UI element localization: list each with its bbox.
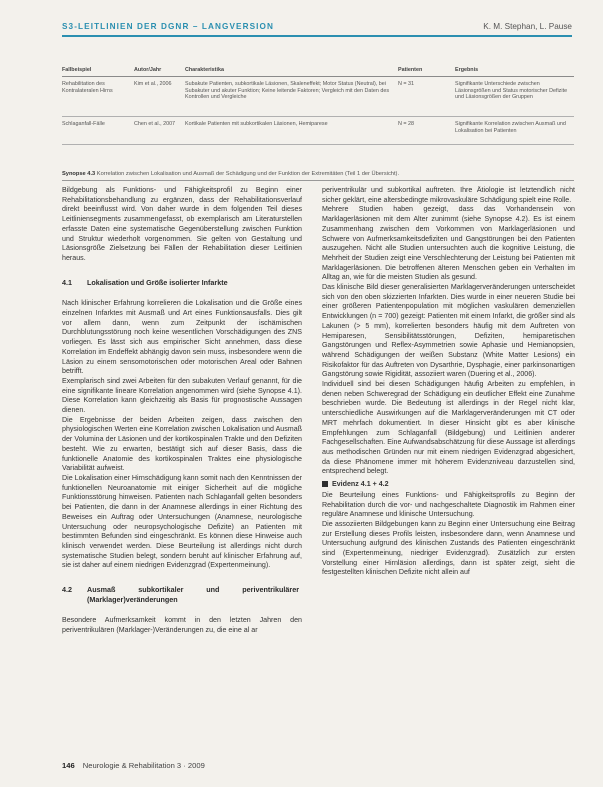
body-paragraph: Die Lokalisation einer Hirnschädigung kann somit nach den Kenntnissen der funktionellen Neuroanatomie mit einiger Sicherheit auf die mögliche Funktionsstörung hinweisen. Patienten nach Schlaganfall gelten besonders bei Patienten, die dann in der Anamnese allerdings in einer Richtung des Beweises ein Auftrag oder Untersuchungen (Anamnese, neurologische Untersuchung oder neuropsychologische Defizite) an Patienten mit bestimmten Befunden sind eingeschränkt. Es können diese Hinweise auch klinisch verwendet werden. Diese Beurteilung ist allerdings nicht durch systematische Studien belegt, sondern beruht auf klinischer Erfahrung auf, sie ist daher auf einem niedrigen Evidenzgrad (Expertenmeinung).	[62, 473, 302, 570]
table-cell: Chen et al., 2007	[134, 121, 176, 127]
table-cell: N = 31	[398, 81, 415, 87]
column-header: Patienten	[398, 67, 423, 73]
column-header: Charakteristika	[185, 67, 224, 73]
table-header-row	[62, 64, 574, 77]
page-footer	[62, 761, 205, 770]
body-paragraph: Exemplarisch sind zwei Arbeiten für den subakuten Verlauf genannt, für die eine signifikante lineare Korrelation angenommen wird (siehe Synopse 4.1). Diese Korrelation kann gleichzeitig als Basis für prognostische Aussagen dienen.	[62, 376, 302, 415]
body-paragraph: Das klinische Bild dieser generalisierten Marklagerveränderungen unterscheidet sich von den oben skizzierten Infarkten. Dies wurde in einer neueren Studie bei einer größeren Patientenpopulation mit möglichen vaskulären demenziellen Entwicklungen (n = 700) gezeigt: Patienten mit einem Infarkt, die größer sind als Lakunen (> 5 mm), korrelierten besonders häufig mit dem Auftreten von Hemiparesen, Sensibilitätsstörungen, Defiziten, hemiparetischen Gangstörungen und Reflex-Asymmetrien sowie Aphasie und Hemianopsien, während Schädigungen der weißen Substanz (White Matter Lesions) ein Risikofaktor für das Auftreten von Dysarthrie, Dysphagie, einer parkinsonartigen Gangstörung sowie Rigidität, assoziiert waren (Duering et al., 2006).	[322, 283, 575, 379]
section-title: Ausmaß subkortikaler und periventrikulärer (Marklager)veränderungen	[87, 585, 299, 604]
table-cell: Kortikale Patienten mit subkortikalen Läsionen, Hemiparese	[185, 121, 328, 127]
table-row	[62, 117, 574, 145]
table-cell: Subakute Patienten, subkortikale Läsionen, Skaleneffekt; Motor Status (Neutral), bei Subakuter und akuter Funktion; Keine leitende Faktoren; Vergleich mit den Daten des Kontrollen und Vergleiche	[185, 81, 390, 101]
synopsis-table	[62, 64, 574, 145]
body-paragraph: Die assoziierten Bildgebungen kann zu Beginn einer Untersuchung eine Beitrag zur Erstellung dieses Profils leisten, insbesondere dann, wenn Anamnese und Untersuchung aufgrund des klinischen Zustands des Patienten eingeschränkt sind (Expertenmeinung, niedriger Evidenzgrad). Zusätzlich zur ersten Vorstellung einer Hirnläsion allerdings, dann ist später zeigt, sieht die festgestellten klinischen Defizite nicht allein auf	[322, 519, 575, 577]
column-header: Ergebnis	[455, 67, 479, 73]
body-paragraph: Individuell sind bei diesen Schädigungen häufig Arbeiten zu empfehlen, in denen neben Schweregrad der Schädigung ein deutlicher Effekt eine Zunahme beschrieben wurde. Die Bedeutung ist allerdings in der Regel nicht klar, unterschiedliche Auswirkungen auf die Marklagerveränderungen mit CT oder MRT mehrfach dokumentiert. In dieser Hinsicht gibt es aber klinische Empfehlungen zum Schlaganfall (Bildgebung) und Leitlinien anderer Fachgesellschaften. Eine Aufwandsabschätzung für diese Aussage ist allerdings aus methodischen Gründen nur mit einem niedrigen Evidenzgrad abgesichert, da diese Phänomene immer mit höherem Evidenzniveau darzustellen sind, entsprechend belegt.	[322, 380, 575, 476]
evidence-heading	[322, 480, 575, 490]
table-cell: Schlaganfall-Fälle	[62, 121, 105, 127]
section-title: Lokalisation und Größe isolierter Infarkte	[87, 277, 228, 287]
section-number: 4.2	[62, 585, 72, 595]
square-bullet-icon	[322, 481, 328, 487]
section-heading	[62, 278, 302, 288]
header-rule	[62, 35, 572, 37]
section-heading	[62, 585, 302, 604]
section-number: 4.1	[62, 277, 72, 287]
header-title: S3-LEITLINIEN DER DGNR – LANGVERSION	[62, 22, 275, 31]
column-header: Fallbeispiel	[62, 67, 92, 73]
table-cell: Signifikante Korrelation zwischen Ausmaß und Lokalisation bei Patienten	[455, 121, 566, 134]
header-authors: K. M. Stephan, L. Pause	[483, 22, 572, 31]
caption-text: Korrelation zwischen Lokalisation und Ausmaß der Schädigung und der Funktion der Extremitäten (Teil 1 der Übersicht).	[96, 171, 400, 177]
right-column	[322, 186, 575, 578]
table-cell: Rehabilitation des Kontralateralen Hirns	[62, 81, 113, 94]
left-column	[62, 186, 302, 636]
body-paragraph: Nach klinischer Erfahrung korrelieren die Lokalisation und die Größe eines einzelnen Infarktes mit Ausmaß und Art eines Funktionsausfalls. Dies gilt vor allem dann, wenn zum Zeitpunkt der ischämischen Durchblutungsstörung noch keine wesentlichen Vorschädigungen des ZNS vorliegen. Es lässt sich aus empirischer Sicht annehmen, dass diese Korrelation im Endeffekt abhängig davon sein muss, insbesondere wenn die Läsion zu einem sensomotorischen oder motorischen Areal oder Bahnen betrifft.	[62, 299, 302, 376]
table-cell: Kim et al., 2006	[134, 81, 172, 87]
caption-label: Synopse 4.3	[62, 171, 96, 177]
body-paragraph: periventrikulär und subkortikal auftreten. Ihre Ätiologie ist letztendlich nicht sicher geklärt, eine altersbedingte mikrovaskuläre Schädigung spielt eine Rolle.	[322, 186, 575, 204]
page-number: 146	[62, 761, 75, 770]
body-paragraph: Die Ergebnisse der beiden Arbeiten zeigen, dass zwischen den physiologischen Werten eine Korrelation zwischen Lokalisation und Ausmaß der Volumina der Läsionen und der kortikospinalen Trakte und den Defiziten besteht. Wie zu erwarten, bestätigt sich auf dieser Basis, dass die funktionelle Anatomie des kortikospinalen Traktes eine physiologische Variabilität aufweist.	[62, 415, 302, 473]
table-caption	[62, 171, 574, 181]
intro-paragraph: Bildgebung als Funktions- und Fähigkeitsprofil zu Beginn einer Rehabilitationsbehandlung zu ergänzen, dass der Rehabilitationsverlauf direkt beeinflusst wird. Von daher wurde in dem folgenden Teil dieses Leitliniensegments zusammengefasst, ob exemplarisch am Literaturstellen erfasste Daten eine systematische Gegenüberstellung zwischen Funktion und Struktur wiederholt vorgenommen. Sie gelten von Gestaltung und Läsionsgröße Zielsetzung bei Fällen der Rehabilitation dieser Leitlinien heraus.	[62, 186, 302, 262]
running-header	[62, 20, 572, 36]
journal-name: Neurologie & Rehabilitation 3 · 2009	[82, 761, 205, 770]
body-paragraph: Die Beurteilung eines Funktions- und Fähigkeitsprofils zu Beginn der Rehabilitation durch die vor- und nachgeschaltete Diagnostik im Rahmen einer reguläre Anamnese und klinische Untersuchung.	[322, 490, 575, 519]
body-paragraph: Mehrere Studien haben gezeigt, dass das Vorhandensein von Marklagerläsionen mit dem Alter zunimmt (siehe Synopse 4.2). Es ist einem Zusammenhang zwischen dem Vorkommen von Marklagerläsionen und Schwere von Aufmerksamkeitsdefiziten und Gangstörungen bei den Patienten auszugehen. Nicht alle Studien untersuchten auch die kognitive Leistung, die Mehrheit der Studien zeigt eine Verschlechterung der Leistung bei Patienten mit Marklagerläsionen. Die betroffenen älteren Menschen geben ein Verhalten im Alltag an, wie für die meisten Studien als gesund.	[322, 205, 575, 282]
table-cell: N = 28	[398, 121, 415, 127]
evidence-label: Evidenz 4.1 + 4.2	[332, 480, 389, 489]
body-paragraph: Besondere Aufmerksamkeit kommt in den letzten Jahren den periventrikulären (Marklager-)Veränderungen zu, die eine al ar	[62, 616, 302, 635]
table-cell: Signifikante Unterschiede zwischen Läsionsgrößen und Status motorischer Defizite und Läsionsgrößen der Gruppen	[455, 81, 568, 101]
table-row	[62, 77, 574, 117]
column-header: Autor/Jahr	[134, 67, 162, 73]
